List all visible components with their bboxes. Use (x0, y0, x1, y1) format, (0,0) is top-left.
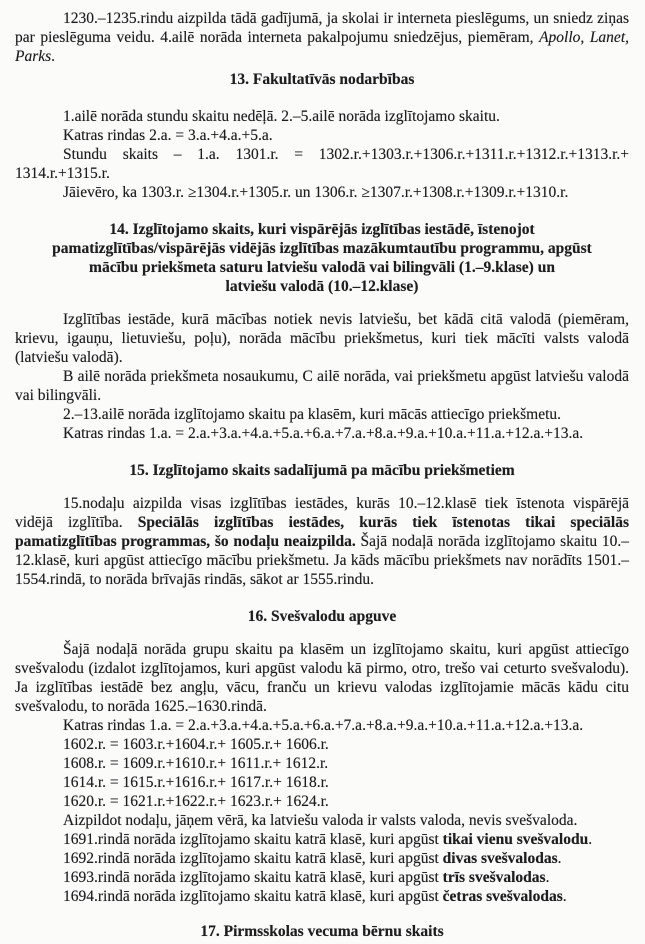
note-row-1303 (15, 183, 629, 202)
text-segment: četras svešvalodas (442, 888, 563, 905)
text-segment: 1602.r. = 1603.r.+1604.r.+ 1605.r.+ 1606.r. (63, 736, 329, 753)
text-segment: 1693.rindā norāda izglītojamo skaitu katrā klasē, kuri apgūst (63, 869, 443, 886)
row-1693 (15, 868, 629, 887)
row-1692 (15, 849, 629, 868)
text-segment: . (557, 850, 562, 867)
text-segment: Apollo, Lanet, Parks (15, 29, 629, 65)
heading-line: 14. Izglītojamo skaits, kuri vispārējās izglītības iestādē, īstenojot (109, 221, 535, 238)
paragraph-15-body (15, 494, 629, 589)
text-segment: tikai vienu svešvalodu (442, 831, 589, 848)
text-segment: 2.–13.ailē norāda izglītojamo skaitu pa klasēm, kuri mācās attiecīgo priekšmetu. (63, 406, 562, 423)
text-segment: 1614.r. = 1615.r.+1616.r.+ 1617.r.+ 1618.r. (63, 774, 329, 791)
text-segment: Šajā nodaļā norāda grupu skaitu pa klasēm un izglītojamo skaitu, kuri apgūst attiecīgo svešvalodu (izdalot izglītojamos, kuri apgūst valodu kā pirmo, otro, trešo vai ceturto svešvalodu). Ja izglītības iestādē bez angļu, vācu, franču un krievu valodas izglītojamie mācās kādu citu svešvalodu, to norāda 1625.–1630.rindā. (15, 641, 629, 715)
text-segment: 1620.r. = 1621.r.+1622.r.+ 1623.r.+ 1624.r. (63, 793, 329, 810)
row-1691 (15, 830, 629, 849)
text-segment: . (545, 869, 550, 886)
heading-line: pamatizglītības/vispārējās vidējās izglītības mazākumtautību programmu, apgūst (52, 240, 592, 257)
text-segment: 1694.rindā norāda izglītojamo skaitu katrā klasē, kuri apgūst (63, 888, 443, 905)
text-segment: divas svešvalodas (442, 850, 558, 867)
text-segment: . (588, 831, 593, 848)
text-segment: Katras rindas 1.a. = 2.a.+3.a.+4.a.+5.a.+6.a.+7.a.+8.a.+9.a.+10.a.+11.a.+12.a.+13.a. (63, 425, 584, 442)
text-segment: 1692.rindā norāda izglītojamo skaitu katrā klasē, kuri apgūst (63, 850, 443, 867)
section-13-heading (15, 70, 629, 89)
formula-row-1614 (15, 773, 629, 792)
text-segment: Izglītības iestāde, kurā mācības notiek nevis latviešu, bet kādā citā valodā (piemēram, krievu, igauņu, lietuviešu, poļu), norāda mācību priekšmetus, kuri tiek mācīti valsts valodā (latviešu valodā). (15, 311, 629, 366)
heading-line: latviešu valodā (10.–12.klase) (225, 278, 419, 295)
text-segment: 1608.r. = 1609.r.+1610.r.+ 1611.r.+ 1612.r. (63, 755, 329, 772)
heading-line: 13. Fakultatīvās nodarbības (229, 71, 415, 88)
text-segment: B ailē norāda priekšmeta nosaukumu, C ailē norāda, vai priekšmetu apgūst latviešu valodā vai bilingvāli. (15, 368, 629, 404)
text-segment: Jāievēro, ka 1303.r. ≥1304.r.+1305.r. un 1306.r. ≥1307.r.+1308.r.+1309.r.+1310.r. (63, 184, 569, 201)
formula-row-1620 (15, 792, 629, 811)
paragraph-14-columns-bc (15, 367, 629, 405)
formula-row-1608 (15, 754, 629, 773)
paragraph-13-columns (15, 107, 629, 126)
paragraph-14-columns-2-13 (15, 405, 629, 424)
formula-row-1602 (15, 735, 629, 754)
section-15-heading (15, 461, 629, 480)
section-16-heading (15, 607, 629, 626)
formula-row-1301 (15, 145, 629, 183)
text-segment: . (562, 888, 567, 905)
note-state-language (15, 811, 629, 830)
heading-line: 17. Pirmsskolas vecuma bērnu skaits (200, 923, 444, 940)
section-14-heading (15, 220, 629, 296)
paragraph-16-body (15, 640, 629, 716)
formula-row-1a-section16 (15, 716, 629, 735)
text-segment: trīs svešvalodas (442, 869, 546, 886)
paragraph-14-language (15, 310, 629, 367)
text-segment: Katras rindas 1.a. = 2.a.+3.a.+4.a.+5.a.+6.a.+7.a.+8.a.+9.a.+10.a.+11.a.+12.a.+13.a. (63, 717, 584, 734)
formula-row-2a (15, 126, 629, 145)
row-1694 (15, 887, 629, 906)
text-segment: Stundu skaits – 1.a. 1301.r. = 1302.r.+1303.r.+1306.r.+1311.r.+1312.r.+1313.r.+ 1314.r.+1315.r. (15, 146, 629, 182)
paragraph-internet-rows (15, 9, 629, 66)
heading-line: 15. Izglītojamo skaits sadalījumā pa mācību priekšmetiem (129, 462, 515, 479)
heading-line: 16. Svešvalodu apguve (247, 608, 397, 625)
text-segment: 15.nodaļu aizpilda visas izglītības iestādes, kurās 10.–12.klasē tiek īstenota vispārējā vidējā izglītība. (15, 495, 629, 531)
text-segment: Šajā nodaļā norāda izglītojamo skaitu 10.–12.klasē, kuri apgūst attiecīgo mācību priekšmetu. Ja kāds mācību priekšmets nav norādīts 1501.–1554.rindā, to norāda brīvajās rindās, sākot ar 1555.rindu. (15, 533, 629, 588)
text-segment: 1691.rindā norāda izglītojamo skaitu katrā klasē, kuri apgūst (63, 831, 443, 848)
text-segment: 1.ailē norāda stundu skaitu nedēļā. 2.–5.ailē norāda izglītojamo skaitu. (63, 108, 500, 125)
text-segment: Speciālās izglītības iestādes, kurās tiek īstenotas tikai speciālās pamatizglītības programmas, šo nodaļu neaizpilda. (15, 514, 629, 550)
text-segment: Katras rindas 2.a. = 3.a.+4.a.+5.a. (63, 127, 273, 144)
formula-row-1a-section14 (15, 424, 629, 443)
heading-line: mācību priekšmeta saturu latviešu valodā vai bilingvāli (1.–9.klase) un (89, 259, 555, 276)
text-segment: Aizpildot nodaļu, jāņem vērā, ka latviešu valoda ir valsts valoda, nevis svešvaloda. (63, 812, 578, 829)
text-segment: 1230.–1235.rindu aizpilda tādā gadījumā, ja skolai ir interneta pieslēgums, un sniedz ziņas par pieslēguma veidu. 4.ailē norāda interneta pakalpojumu sniedzējus, piemēram, (15, 10, 629, 46)
text-segment: . (51, 48, 56, 65)
section-17-heading (15, 922, 629, 941)
